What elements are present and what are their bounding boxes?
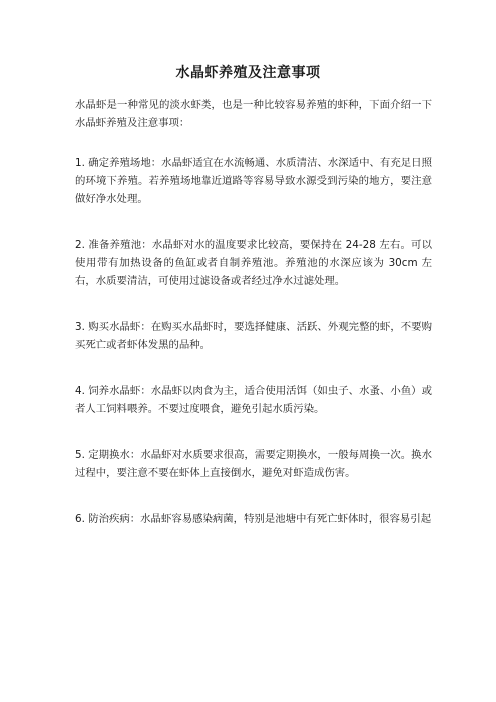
item-paragraph: 3. 购买水晶虾：在购买水晶虾时，要选择健康、活跃、外观完整的虾，不要购买死亡或者虾体发黑的品种。 bbox=[75, 321, 432, 351]
document-body bbox=[75, 96, 432, 556]
item-paragraph: 4. 饲养水晶虾：水晶虾以肉食为主，适合使用活饵（如虫子、水蚤、小鱼）或者人工饲料喂养。不要过度喂食，避免引起水质污染。 bbox=[75, 385, 432, 415]
document-title: 水晶虾养殖及注意事项 bbox=[175, 65, 321, 81]
item-paragraph: 5. 定期换水：水晶虾对水质要求很高，需要定期换水，一般每周换一次。换水过程中，要注意不要在虾体上直接倒水，避免对虾造成伤害。 bbox=[75, 449, 432, 479]
item-paragraph: 2. 准备养殖池：水晶虾对水的温度要求比较高，要保持在 24-28 左右。可以使用带有加热设备的鱼缸或者自制养殖池。养殖池的水深应该为 30cm 左右，水质要清洁，可使用过滤设备或者经过净水过滤处理。 bbox=[75, 239, 432, 287]
intro-paragraph: 水晶虾是一种常见的淡水虾类，也是一种比较容易养殖的虾种，下面介绍一下水晶虾养殖及注意事项： bbox=[75, 99, 432, 129]
item-paragraph: 1. 确定养殖场地：水晶虾适宜在水流畅通、水质清洁、水深适中、有充足日照的环境下养殖。若养殖场地靠近道路等容易导致水源受到污染的地方，要注意做好净水处理。 bbox=[75, 157, 432, 205]
item-paragraph: 6. 防治疾病：水晶虾容易感染病菌，特别是池塘中有死亡虾体时，很容易引起 bbox=[75, 513, 432, 525]
